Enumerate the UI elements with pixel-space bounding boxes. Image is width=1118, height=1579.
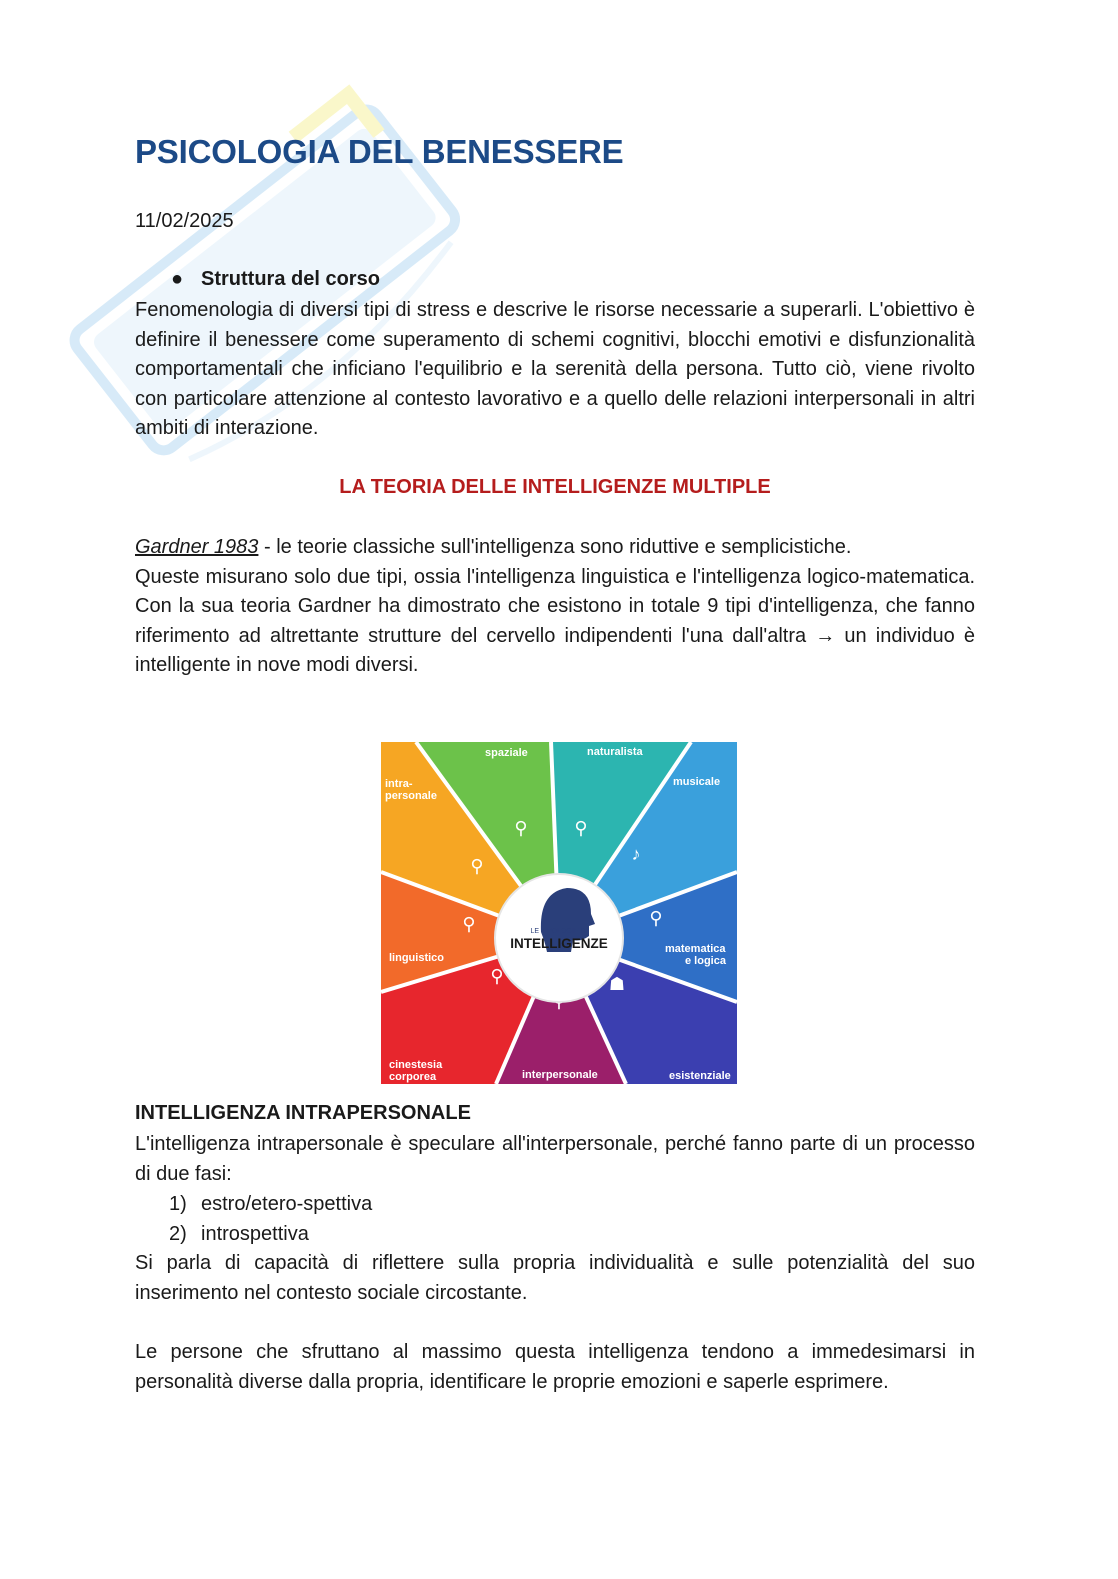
- bullet-item: [171, 268, 380, 291]
- paragraph-riflettere: Si parla di capacità di riflettere sulla propria individualità e sulle potenzialità del suo inserimento nel contesto sociale circostante.: [135, 1252, 975, 1304]
- label-esistenziale: esistenziale: [669, 1070, 731, 1082]
- figure-icon-spaziale: ⚲: [514, 818, 528, 838]
- bullet-dot-icon: ●: [171, 268, 184, 290]
- label-spaziale: spaziale: [485, 747, 528, 759]
- list-item: [169, 1220, 372, 1250]
- list-number: 2): [169, 1222, 187, 1245]
- figure-icon-esistenziale: ☗: [608, 974, 626, 994]
- paragraph-intrapersonale: L'intelligenza intrapersonale è speculare all'interpersonale, perché fanno parte di un processo di due fasi:: [135, 1133, 975, 1185]
- figure-icon-cinestesia: ⚲: [490, 966, 504, 986]
- label-musicale: musicale: [673, 776, 721, 788]
- list-text: introspettiva: [201, 1222, 309, 1245]
- date: 11/02/2025: [135, 210, 234, 232]
- list-text: estro/etero-spettiva: [201, 1193, 373, 1215]
- label-intra-2: personale: [385, 790, 437, 802]
- figure-icon-intrapersonale: ⚲: [470, 856, 484, 876]
- label-naturalista: naturalista: [587, 746, 643, 758]
- section-title: LA TEORIA DELLE INTELLIGENZE MULTIPLE: [339, 476, 771, 498]
- figure-icon-naturalista: ⚲: [574, 818, 588, 838]
- label-matematica-1: matematica: [665, 943, 726, 955]
- bullet-text: Struttura del corso: [201, 268, 380, 290]
- figure-icon-matematica: ⚲: [649, 908, 663, 928]
- figure-icon-musicale: ♪: [631, 844, 641, 864]
- numbered-list: [169, 1190, 372, 1249]
- label-interpersonale: interpersonale: [522, 1069, 598, 1081]
- label-cinestesia-1: cinestesia: [389, 1059, 443, 1071]
- paragraph-persone: Le persone che sfruttano al massimo questa intelligenza tendono a immedesimarsi in personalità diverse dalla propria, identificare le proprie emozioni e saperle esprimere.: [135, 1341, 975, 1393]
- paragraph-gardner: [135, 533, 975, 681]
- paragraph-course-structure: Fenomenologia di diversi tipi di stress e descrive le risorse necessarie a superarli. L'obiettivo è definire il benessere come superamento di schemi cognitivi, blocchi emotivi e disfunzionalità comportamentali che inficiano l'equilibrio e la serenità della persona. Tutto ciò, viene rivolto con particolare attenzione al contesto lavorativo e a quello delle relazioni interpersonali in altri ambiti di interazione.: [135, 299, 975, 440]
- list-item: [169, 1190, 372, 1220]
- paragraph-gardner-body: Queste misurano solo due tipi, ossia l'intelligenza linguistica e l'intelligenza logico-matematica. Con la sua teoria Gardner ha dimostrato che esistono in totale 9 tipi d'intelligenza, che fanno riferimento ad altrettante strutture del cervello indipendenti l'una dall'altra → un individuo è intelligente in nove modi diversi.: [135, 565, 975, 677]
- paragraph-gardner-first-line: [135, 533, 975, 563]
- label-cinestesia-2: corporea: [389, 1071, 437, 1083]
- center-title: INTELLIGENZE: [510, 936, 608, 951]
- paragraph-gardner-lead: - le teorie classiche sull'intelligenza sono riduttive e semplicistiche.: [258, 536, 852, 558]
- center-subtitle: LE TIPOLOGIE DI: [530, 928, 588, 935]
- page-title: PSICOLOGIA DEL BENESSERE: [135, 133, 624, 170]
- list-number: 1): [169, 1193, 187, 1215]
- label-matematica-2: e logica: [685, 955, 726, 967]
- intelligence-types-infographic: [381, 742, 737, 1084]
- label-linguistico: linguistico: [389, 952, 444, 964]
- citation: Gardner 1983: [135, 536, 259, 558]
- label-intra-1: intra-: [385, 778, 413, 790]
- section-heading-intrapersonale: INTELLIGENZA INTRAPERSONALE: [135, 1102, 471, 1124]
- figure-icon-linguistico: ⚲: [462, 914, 476, 934]
